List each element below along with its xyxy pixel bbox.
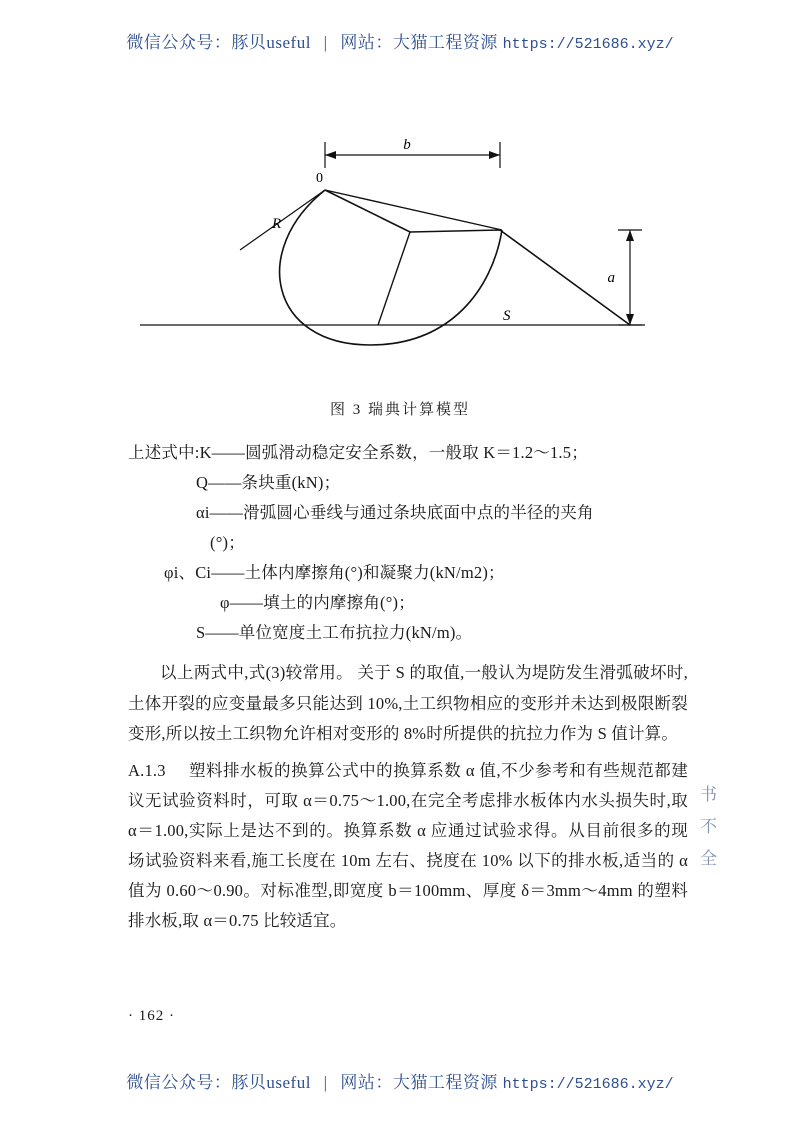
watermark-footer-url: https://521686.xyz/ [502, 1076, 674, 1093]
watermark-footer-site-label: 网站：大猫工程资源 [340, 1073, 498, 1092]
svg-text:b: b [403, 137, 411, 153]
figure-label-O: 0 [316, 171, 323, 186]
definition-item-phi-c: φi、Ci——土体内摩擦角(°)和凝聚力(kN/m2)； [164, 563, 505, 582]
definition-item-S: S——单位宽度土工布抗拉力(kN/m)。 [196, 623, 473, 642]
document-body [128, 438, 688, 936]
paragraph-s-value: 以上两式中,式(3)较常用。 关于 S 的取值,一般认为堤防发生滑弧破坏时,土体开裂的应变量最多只能达到 10%,土工织物相应的变形并未达到极限断裂变形,所以按土工织物允许相对变形的 8%时所提供的抗拉力作为 S 值计算。 [128, 663, 688, 743]
definition-item-phi: φ——填土的内摩擦角(°)； [220, 593, 415, 612]
watermark-wechat-label: 微信公众号：豚贝useful [126, 33, 311, 52]
definition-item-alpha-unit: (°)； [210, 533, 245, 552]
scan-artifact-char-1: 书 [700, 785, 717, 804]
paragraph-a13-text: 塑料排水板的换算公式中的换算系数 α 值,不少参考和有些规范都建议无试验资料时，可取 α＝0.75～1.00,在完全考虑排水板体内水头损失时,取 α＝1.00,实际上是达不到的。换算系数 α 应通过试验求得。从目前很多的现场试验资料来看,施工长度在 10m 左右、挠度在 10% 以下的排水板,适当的 α 值为 0.60～0.90。对标准型,即宽度 b＝100mm、厚度 δ＝3mm～4mm 的塑料排水板,取 α＝0.75 比较适宜。 [128, 760, 689, 930]
paragraph-a13 [128, 756, 688, 936]
watermark-footer [0, 1068, 800, 1093]
figure-label-S: S [503, 308, 511, 324]
watermark-header [0, 28, 800, 53]
definition-intro: 上述式中:K——圆弧滑动稳定安全系数，一般取 K＝1.2～1.5； [128, 443, 588, 462]
figure-swedish-slip-circle-model [120, 130, 680, 390]
watermark-site-label: 网站：大猫工程资源 [340, 33, 498, 52]
watermark-footer-separator: | [323, 1073, 328, 1092]
svg-text:R: R [272, 216, 282, 232]
definition-item-Q: Q——条块重(kN)； [196, 473, 341, 492]
watermark-separator: | [323, 33, 328, 52]
scan-artifact-char-3: 全 [700, 849, 717, 868]
section-number-a13: A.1.3 [128, 760, 166, 780]
svg-text:a: a [607, 270, 615, 286]
definition-item-alpha: αi——滑弧圆心垂线与通过条块底面中点的半径的夹角 [196, 503, 594, 522]
watermark-url: https://521686.xyz/ [502, 36, 674, 53]
scan-artifact-char-2: 不 [700, 817, 717, 836]
figure-drawing [120, 130, 680, 390]
page-number: · 162 · [128, 1008, 175, 1024]
watermark-footer-wechat-label: 微信公众号：豚贝useful [126, 1073, 311, 1092]
figure-caption: 图 3 瑞典计算模型 [329, 402, 470, 418]
